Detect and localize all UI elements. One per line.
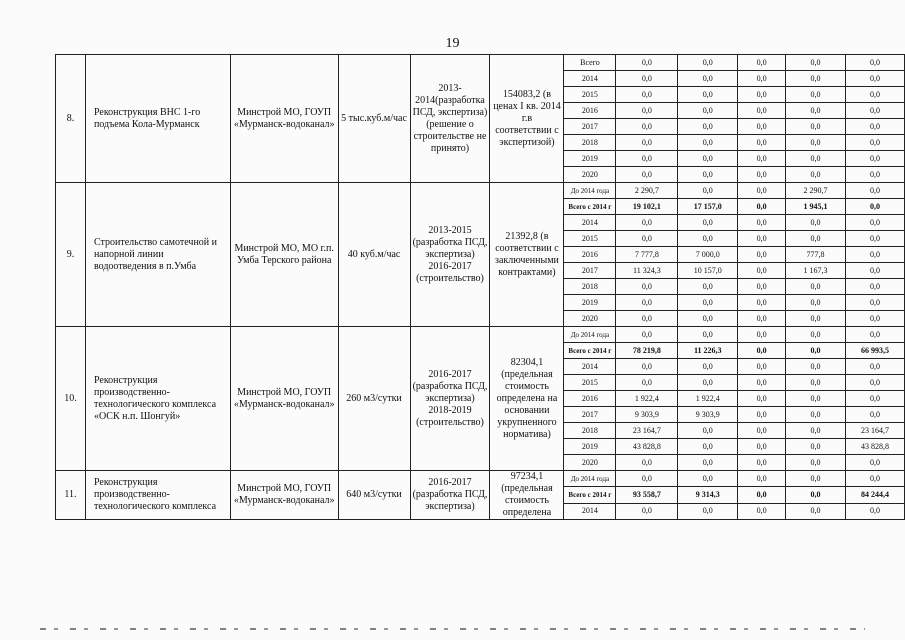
value-cell: 0,0 xyxy=(678,327,738,343)
value-cell: 0,0 xyxy=(786,391,846,407)
project-cost: 82304,1 (предельная стоимость определена на основании укрупненного норматива) xyxy=(490,327,564,471)
value-cell: 0,0 xyxy=(738,215,786,231)
value-cell: 0,0 xyxy=(786,471,846,487)
project-customer: Минстрой МО, ГОУП «Мурманск-водоканал» xyxy=(230,327,338,471)
page-number: 19 xyxy=(445,36,460,51)
value-cell: 0,0 xyxy=(678,183,738,199)
value-cell: 0,0 xyxy=(738,279,786,295)
project-number: 8. xyxy=(56,55,86,183)
year-cell: Всего xyxy=(564,55,616,71)
value-cell: 0,0 xyxy=(678,119,738,135)
year-cell: 2019 xyxy=(564,439,616,455)
value-cell: 0,0 xyxy=(738,119,786,135)
project-customer: Минстрой МО, ГОУП «Мурманск-водоканал» xyxy=(230,471,338,520)
value-cell: 0,0 xyxy=(616,231,678,247)
project-capacity: 40 куб.м/час xyxy=(338,183,410,327)
value-cell: 0,0 xyxy=(846,215,905,231)
value-cell: 11 324,3 xyxy=(616,263,678,279)
value-cell: 0,0 xyxy=(616,455,678,471)
project-cost: 97234,1 (предельная стоимость определена xyxy=(490,471,564,520)
value-cell: 0,0 xyxy=(678,135,738,151)
value-cell: 0,0 xyxy=(786,231,846,247)
value-cell: 0,0 xyxy=(738,247,786,263)
value-cell: 0,0 xyxy=(846,231,905,247)
value-cell: 9 314,3 xyxy=(678,487,738,503)
value-cell: 0,0 xyxy=(786,119,846,135)
value-cell: 0,0 xyxy=(678,215,738,231)
value-cell: 0,0 xyxy=(846,151,905,167)
project-capacity: 640 м3/сутки xyxy=(338,471,410,520)
value-cell: 0,0 xyxy=(616,135,678,151)
value-cell: 7 777,8 xyxy=(616,247,678,263)
value-cell: 0,0 xyxy=(678,167,738,183)
year-cell: Всего с 2014 г xyxy=(564,199,616,215)
value-cell: 0,0 xyxy=(616,359,678,375)
year-cell: 2015 xyxy=(564,87,616,103)
value-cell: 0,0 xyxy=(616,87,678,103)
project-terms: 2016-2017 (разработка ПСД, экспертиза) xyxy=(410,471,490,520)
value-cell: 0,0 xyxy=(678,471,738,487)
project-name: Строительство самотечной и напорной линии водоотведения в п.Умба xyxy=(85,183,230,327)
value-cell: 0,0 xyxy=(786,503,846,519)
program-table xyxy=(55,54,905,520)
table-row xyxy=(56,327,905,343)
value-cell: 777,8 xyxy=(786,247,846,263)
value-cell: 66 993,5 xyxy=(846,343,905,359)
year-cell: 2017 xyxy=(564,407,616,423)
value-cell: 0,0 xyxy=(678,151,738,167)
year-cell: 2018 xyxy=(564,423,616,439)
value-cell: 0,0 xyxy=(738,71,786,87)
value-cell: 0,0 xyxy=(846,311,905,327)
project-terms: 2016-2017 (разработка ПСД, экспертиза) 2018-2019 (строительство) xyxy=(410,327,490,471)
value-cell: 7 000,0 xyxy=(678,247,738,263)
value-cell: 0,0 xyxy=(786,151,846,167)
table-row xyxy=(56,55,905,71)
value-cell: 0,0 xyxy=(616,295,678,311)
value-cell: 0,0 xyxy=(846,135,905,151)
value-cell: 0,0 xyxy=(678,87,738,103)
value-cell: 0,0 xyxy=(786,455,846,471)
project-customer: Минстрой МО, МО г.п. Умба Терского района xyxy=(230,183,338,327)
value-cell: 0,0 xyxy=(738,407,786,423)
value-cell: 0,0 xyxy=(786,375,846,391)
value-cell: 43 828,8 xyxy=(616,439,678,455)
project-capacity: 5 тыс.куб.м/час xyxy=(338,55,410,183)
value-cell: 0,0 xyxy=(846,327,905,343)
value-cell: 0,0 xyxy=(678,423,738,439)
project-cost: 21392,8 (в соответствии с заключенными контрактами) xyxy=(490,183,564,327)
value-cell: 0,0 xyxy=(678,231,738,247)
year-cell: 2014 xyxy=(564,359,616,375)
value-cell: 0,0 xyxy=(846,167,905,183)
project-name: Реконструкция производственно-технологического комплекса xyxy=(85,471,230,520)
value-cell: 1 945,1 xyxy=(786,199,846,215)
year-cell: 2016 xyxy=(564,103,616,119)
value-cell: 0,0 xyxy=(846,295,905,311)
value-cell: 0,0 xyxy=(786,135,846,151)
value-cell: 0,0 xyxy=(738,343,786,359)
value-cell: 0,0 xyxy=(678,71,738,87)
value-cell: 0,0 xyxy=(616,327,678,343)
project-number: 9. xyxy=(56,183,86,327)
year-cell: 2019 xyxy=(564,151,616,167)
table-row xyxy=(56,183,905,199)
year-cell: 2015 xyxy=(564,375,616,391)
year-cell: 2018 xyxy=(564,135,616,151)
value-cell: 0,0 xyxy=(846,183,905,199)
value-cell: 0,0 xyxy=(846,471,905,487)
value-cell: 0,0 xyxy=(846,391,905,407)
year-cell: До 2014 года xyxy=(564,471,616,487)
value-cell: 0,0 xyxy=(738,167,786,183)
value-cell: 0,0 xyxy=(846,503,905,519)
value-cell: 0,0 xyxy=(678,359,738,375)
value-cell: 0,0 xyxy=(846,359,905,375)
year-cell: 2016 xyxy=(564,391,616,407)
value-cell: 0,0 xyxy=(738,231,786,247)
value-cell: 0,0 xyxy=(786,407,846,423)
value-cell: 0,0 xyxy=(616,167,678,183)
value-cell: 0,0 xyxy=(616,151,678,167)
value-cell: 0,0 xyxy=(738,311,786,327)
value-cell: 0,0 xyxy=(738,471,786,487)
value-cell: 2 290,7 xyxy=(786,183,846,199)
value-cell: 17 157,0 xyxy=(678,199,738,215)
value-cell: 0,0 xyxy=(738,199,786,215)
value-cell: 23 164,7 xyxy=(616,423,678,439)
year-cell: Всего с 2014 г xyxy=(564,487,616,503)
value-cell: 0,0 xyxy=(616,55,678,71)
project-name: Реконструкция ВНС 1-го подъема Кола-Мурманск xyxy=(85,55,230,183)
value-cell: 0,0 xyxy=(738,103,786,119)
scan-artifact xyxy=(40,628,865,630)
value-cell: 0,0 xyxy=(846,103,905,119)
value-cell: 9 303,9 xyxy=(616,407,678,423)
value-cell: 1 167,3 xyxy=(786,263,846,279)
value-cell: 0,0 xyxy=(678,311,738,327)
value-cell: 0,0 xyxy=(846,455,905,471)
value-cell: 0,0 xyxy=(786,103,846,119)
value-cell: 0,0 xyxy=(616,215,678,231)
year-cell: 2015 xyxy=(564,231,616,247)
value-cell: 0,0 xyxy=(616,279,678,295)
value-cell: 0,0 xyxy=(678,279,738,295)
value-cell: 0,0 xyxy=(738,151,786,167)
value-cell: 19 102,1 xyxy=(616,199,678,215)
value-cell: 0,0 xyxy=(786,71,846,87)
value-cell: 0,0 xyxy=(738,263,786,279)
value-cell: 43 828,8 xyxy=(846,439,905,455)
value-cell: 0,0 xyxy=(786,295,846,311)
table-row xyxy=(56,471,905,487)
value-cell: 0,0 xyxy=(616,71,678,87)
project-terms: 2013-2014(разработка ПСД, экспертиза) (решение о строительстве не принято) xyxy=(410,55,490,183)
value-cell: 0,0 xyxy=(786,487,846,503)
year-cell: 2018 xyxy=(564,279,616,295)
year-cell: До 2014 года xyxy=(564,183,616,199)
project-name: Реконструкция производственно-технологического комплекса «ОСК н.п. Шонгуй» xyxy=(85,327,230,471)
value-cell: 0,0 xyxy=(786,343,846,359)
value-cell: 0,0 xyxy=(786,311,846,327)
value-cell: 0,0 xyxy=(738,295,786,311)
year-cell: 2019 xyxy=(564,295,616,311)
value-cell: 84 244,4 xyxy=(846,487,905,503)
year-cell: 2017 xyxy=(564,263,616,279)
value-cell: 0,0 xyxy=(738,439,786,455)
value-cell: 0,0 xyxy=(846,247,905,263)
value-cell: 0,0 xyxy=(678,503,738,519)
value-cell: 0,0 xyxy=(846,55,905,71)
value-cell: 0,0 xyxy=(738,423,786,439)
value-cell: 0,0 xyxy=(738,487,786,503)
value-cell: 0,0 xyxy=(678,455,738,471)
value-cell: 0,0 xyxy=(738,375,786,391)
value-cell: 0,0 xyxy=(678,295,738,311)
project-cost: 154083,2 (в ценах I кв. 2014 г.в соответствии с экспертизой) xyxy=(490,55,564,183)
value-cell: 9 303,9 xyxy=(678,407,738,423)
value-cell: 0,0 xyxy=(786,423,846,439)
value-cell: 0,0 xyxy=(846,87,905,103)
value-cell: 0,0 xyxy=(738,55,786,71)
value-cell: 2 290,7 xyxy=(616,183,678,199)
value-cell: 0,0 xyxy=(678,439,738,455)
value-cell: 0,0 xyxy=(678,375,738,391)
value-cell: 0,0 xyxy=(786,327,846,343)
value-cell: 1 922,4 xyxy=(678,391,738,407)
value-cell: 0,0 xyxy=(616,119,678,135)
value-cell: 0,0 xyxy=(616,311,678,327)
value-cell: 0,0 xyxy=(846,119,905,135)
project-terms: 2013-2015 (разработка ПСД, экспертиза) 2016-2017 (строительство) xyxy=(410,183,490,327)
year-cell: 2014 xyxy=(564,71,616,87)
project-capacity: 260 м3/сутки xyxy=(338,327,410,471)
value-cell: 23 164,7 xyxy=(846,423,905,439)
value-cell: 0,0 xyxy=(616,471,678,487)
value-cell: 0,0 xyxy=(786,215,846,231)
year-cell: 2017 xyxy=(564,119,616,135)
value-cell: 0,0 xyxy=(678,55,738,71)
year-cell: 2014 xyxy=(564,503,616,519)
year-cell: До 2014 года xyxy=(564,327,616,343)
value-cell: 0,0 xyxy=(616,103,678,119)
value-cell: 0,0 xyxy=(678,103,738,119)
value-cell: 0,0 xyxy=(786,87,846,103)
value-cell: 0,0 xyxy=(846,279,905,295)
year-cell: Всего с 2014 г xyxy=(564,343,616,359)
value-cell: 1 922,4 xyxy=(616,391,678,407)
value-cell: 0,0 xyxy=(786,55,846,71)
value-cell: 0,0 xyxy=(616,503,678,519)
value-cell: 0,0 xyxy=(786,359,846,375)
value-cell: 0,0 xyxy=(616,375,678,391)
value-cell: 11 226,3 xyxy=(678,343,738,359)
value-cell: 0,0 xyxy=(738,503,786,519)
value-cell: 0,0 xyxy=(738,87,786,103)
year-cell: 2016 xyxy=(564,247,616,263)
project-number: 10. xyxy=(56,327,86,471)
value-cell: 0,0 xyxy=(738,135,786,151)
value-cell: 78 219,8 xyxy=(616,343,678,359)
value-cell: 0,0 xyxy=(738,391,786,407)
value-cell: 0,0 xyxy=(738,183,786,199)
year-cell: 2020 xyxy=(564,455,616,471)
value-cell: 0,0 xyxy=(786,167,846,183)
value-cell: 10 157,0 xyxy=(678,263,738,279)
value-cell: 0,0 xyxy=(738,327,786,343)
value-cell: 0,0 xyxy=(846,263,905,279)
value-cell: 0,0 xyxy=(786,279,846,295)
project-number: 11. xyxy=(56,471,86,520)
value-cell: 0,0 xyxy=(846,375,905,391)
value-cell: 0,0 xyxy=(786,439,846,455)
value-cell: 0,0 xyxy=(846,199,905,215)
year-cell: 2014 xyxy=(564,215,616,231)
project-customer: Минстрой МО, ГОУП «Мурманск-водоканал» xyxy=(230,55,338,183)
value-cell: 0,0 xyxy=(738,359,786,375)
year-cell: 2020 xyxy=(564,167,616,183)
value-cell: 0,0 xyxy=(846,71,905,87)
value-cell: 0,0 xyxy=(846,407,905,423)
value-cell: 93 558,7 xyxy=(616,487,678,503)
year-cell: 2020 xyxy=(564,311,616,327)
value-cell: 0,0 xyxy=(738,455,786,471)
